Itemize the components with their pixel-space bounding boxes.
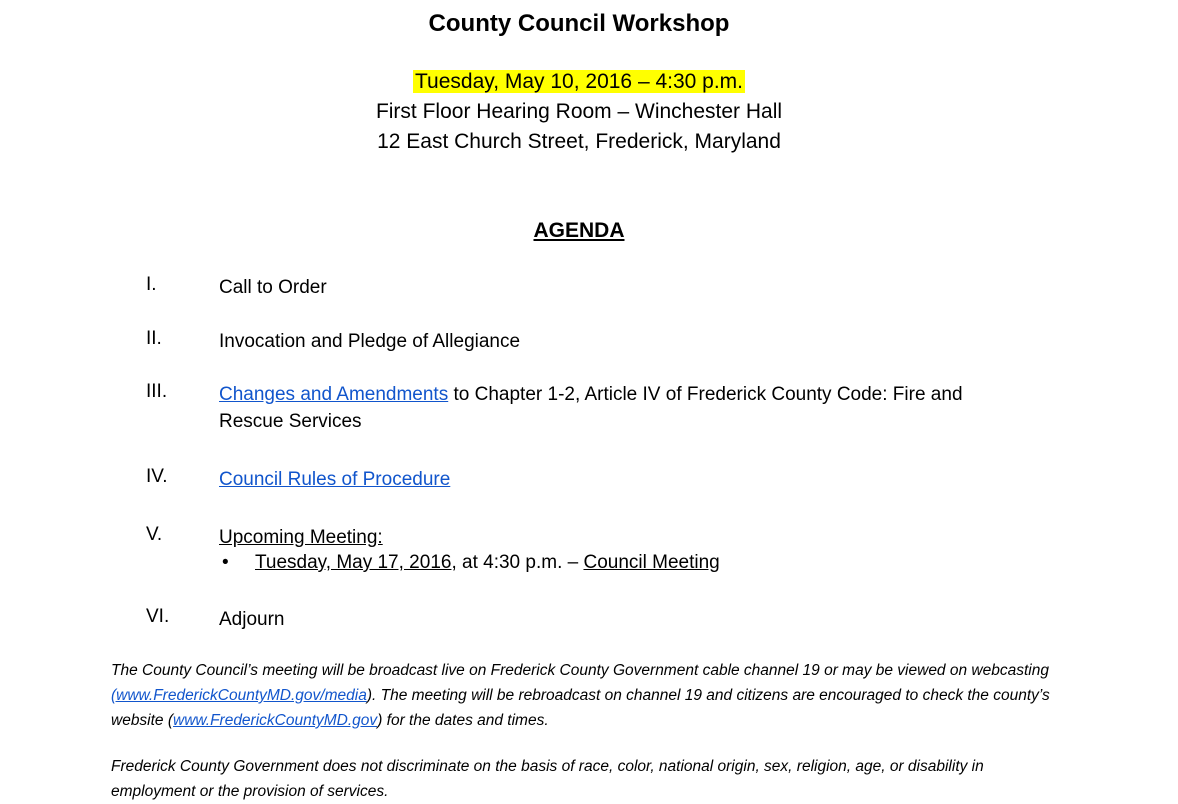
upcoming-meeting-time: , at 4:30 p.m. – (451, 552, 584, 573)
agenda-item-number: VI. (146, 606, 170, 627)
upcoming-meeting-date-link[interactable]: Tuesday, May 17, 2016 (255, 552, 452, 573)
nondiscrimination-note: Frederick County Government does not discriminate on the basis of race, color, national origin, sex, religion, age, or disability in employment or the provision of services. (111, 758, 984, 800)
broadcast-note-text: The County Council’s meeting will be broadcast live on Frederick County Government cable channel 19 or may be viewed on webcasting (111, 662, 1049, 679)
agenda-item-text-block (219, 381, 1019, 435)
agenda-item-text: Adjourn (219, 609, 285, 630)
broadcast-note-text: ) for the dates and times. (377, 712, 549, 729)
agenda-heading: AGENDA (533, 219, 625, 242)
meeting-datetime: Tuesday, May 10, 2016 – 4:30 p.m. (414, 70, 744, 93)
agenda-item-number: III. (146, 381, 168, 402)
upcoming-meeting-label: Upcoming Meeting: (219, 527, 383, 548)
council-rules-link[interactable]: Council Rules of Procedure (219, 469, 451, 490)
meeting-room: First Floor Hearing Room – Winchester Hall (375, 100, 783, 123)
agenda-item-number: I. (146, 274, 157, 295)
changes-and-amendments-link[interactable]: Changes and Amendments (219, 384, 449, 405)
broadcast-note (111, 658, 1071, 733)
agenda-item-text: to Chapter 1-2, Article IV of Frederick County Code: Fire and Rescue Services (219, 384, 963, 432)
agenda-item-text: Call to Order (219, 277, 327, 298)
media-webcast-link[interactable]: (www.FrederickCountyMD.gov/media (111, 687, 367, 704)
agenda-item-text: Invocation and Pledge of Allegiance (219, 331, 521, 352)
bullet-icon: • (222, 552, 229, 573)
agenda-item-number: V. (146, 524, 163, 545)
page-title: County Council Workshop (428, 10, 730, 37)
council-meeting-link[interactable]: Council Meeting (583, 552, 720, 573)
meeting-address: 12 East Church Street, Frederick, Maryland (377, 130, 781, 153)
county-website-link[interactable]: www.FrederickCountyMD.gov (173, 712, 378, 729)
meeting-datetime-line (0, 70, 1158, 94)
agenda-item-number: IV. (146, 466, 168, 487)
broadcast-note-text: ). The meeting will be rebroadcast on channel 19 and citizens are encouraged to check the county’s website ( (111, 687, 1050, 729)
agenda-item-number: II. (146, 328, 162, 349)
